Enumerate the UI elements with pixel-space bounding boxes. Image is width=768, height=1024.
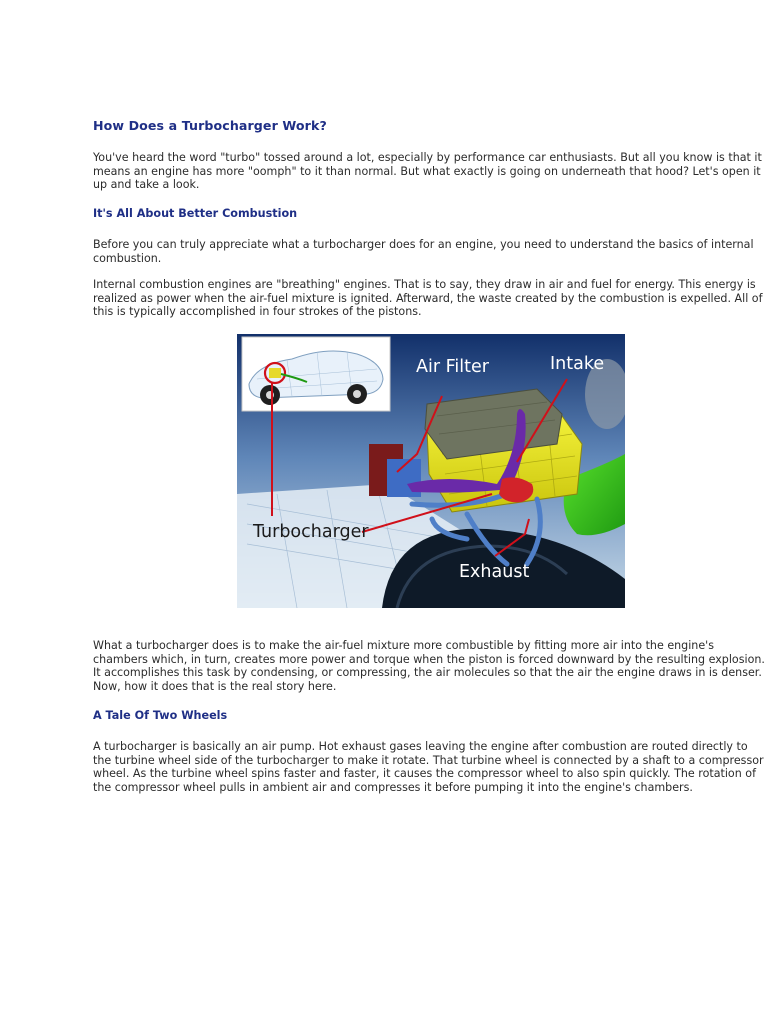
paragraph-air-pump: A turbocharger is basically an air pump. Hot exhaust gases leaving the engine after combustion are routed directly to the turbine wheel side of the turbocharger to make it rotate. That turbine wheel is connected by a shaft to a compressor wheel. As the turbine wheel spins faster and faster, it causes the compressor wheel to also spin quickly. The rotation of the compressor wheel pulls in ambient air and compresses it before pumping it into the engine's chambers. [93,740,764,794]
paragraph-turbo-function: What a turbocharger does is to make the air-fuel mixture more combustible by fitting more air into the engine's chambers which, in turn, creates more power and torque when the piston is forced downward by the resulting explosion. It accomplishes this task by condensing, or compressing, the air molecules so that the air the engine draws in is denser. Now, how it does that is the real story here. [93,639,765,693]
turbocharger-diagram [237,334,625,608]
label-turbocharger: Turbocharger [253,522,369,542]
section-heading-combustion: It's All About Better Combustion [93,207,298,220]
label-intake: Intake [550,354,605,374]
paragraph-breathing: Internal combustion engines are "breathing" engines. That is to say, they draw in air and fuel for energy. This energy is realized as power when the air-fuel mixture is ignited. Afterward, the waste created by the combustion is expelled. All of this is typically accomplished in four strokes of the pistons. [93,278,763,318]
label-air-filter: Air Filter [416,357,489,377]
intro-paragraph: You've heard the word "turbo" tossed around a lot, especially by performance car enthusiasts. But all you know is that it means an engine has more "oomph" to it than normal. But what exactly is going on underneath that hood? Let's open it up and take a look. [93,151,762,191]
paragraph-basics: Before you can truly appreciate what a turbocharger does for an engine, you need to understand the basics of internal combustion. [93,238,754,265]
section-heading-two-wheels: A Tale Of Two Wheels [93,709,228,722]
page-title: How Does a Turbocharger Work? [93,118,327,133]
label-exhaust: Exhaust [459,562,530,582]
